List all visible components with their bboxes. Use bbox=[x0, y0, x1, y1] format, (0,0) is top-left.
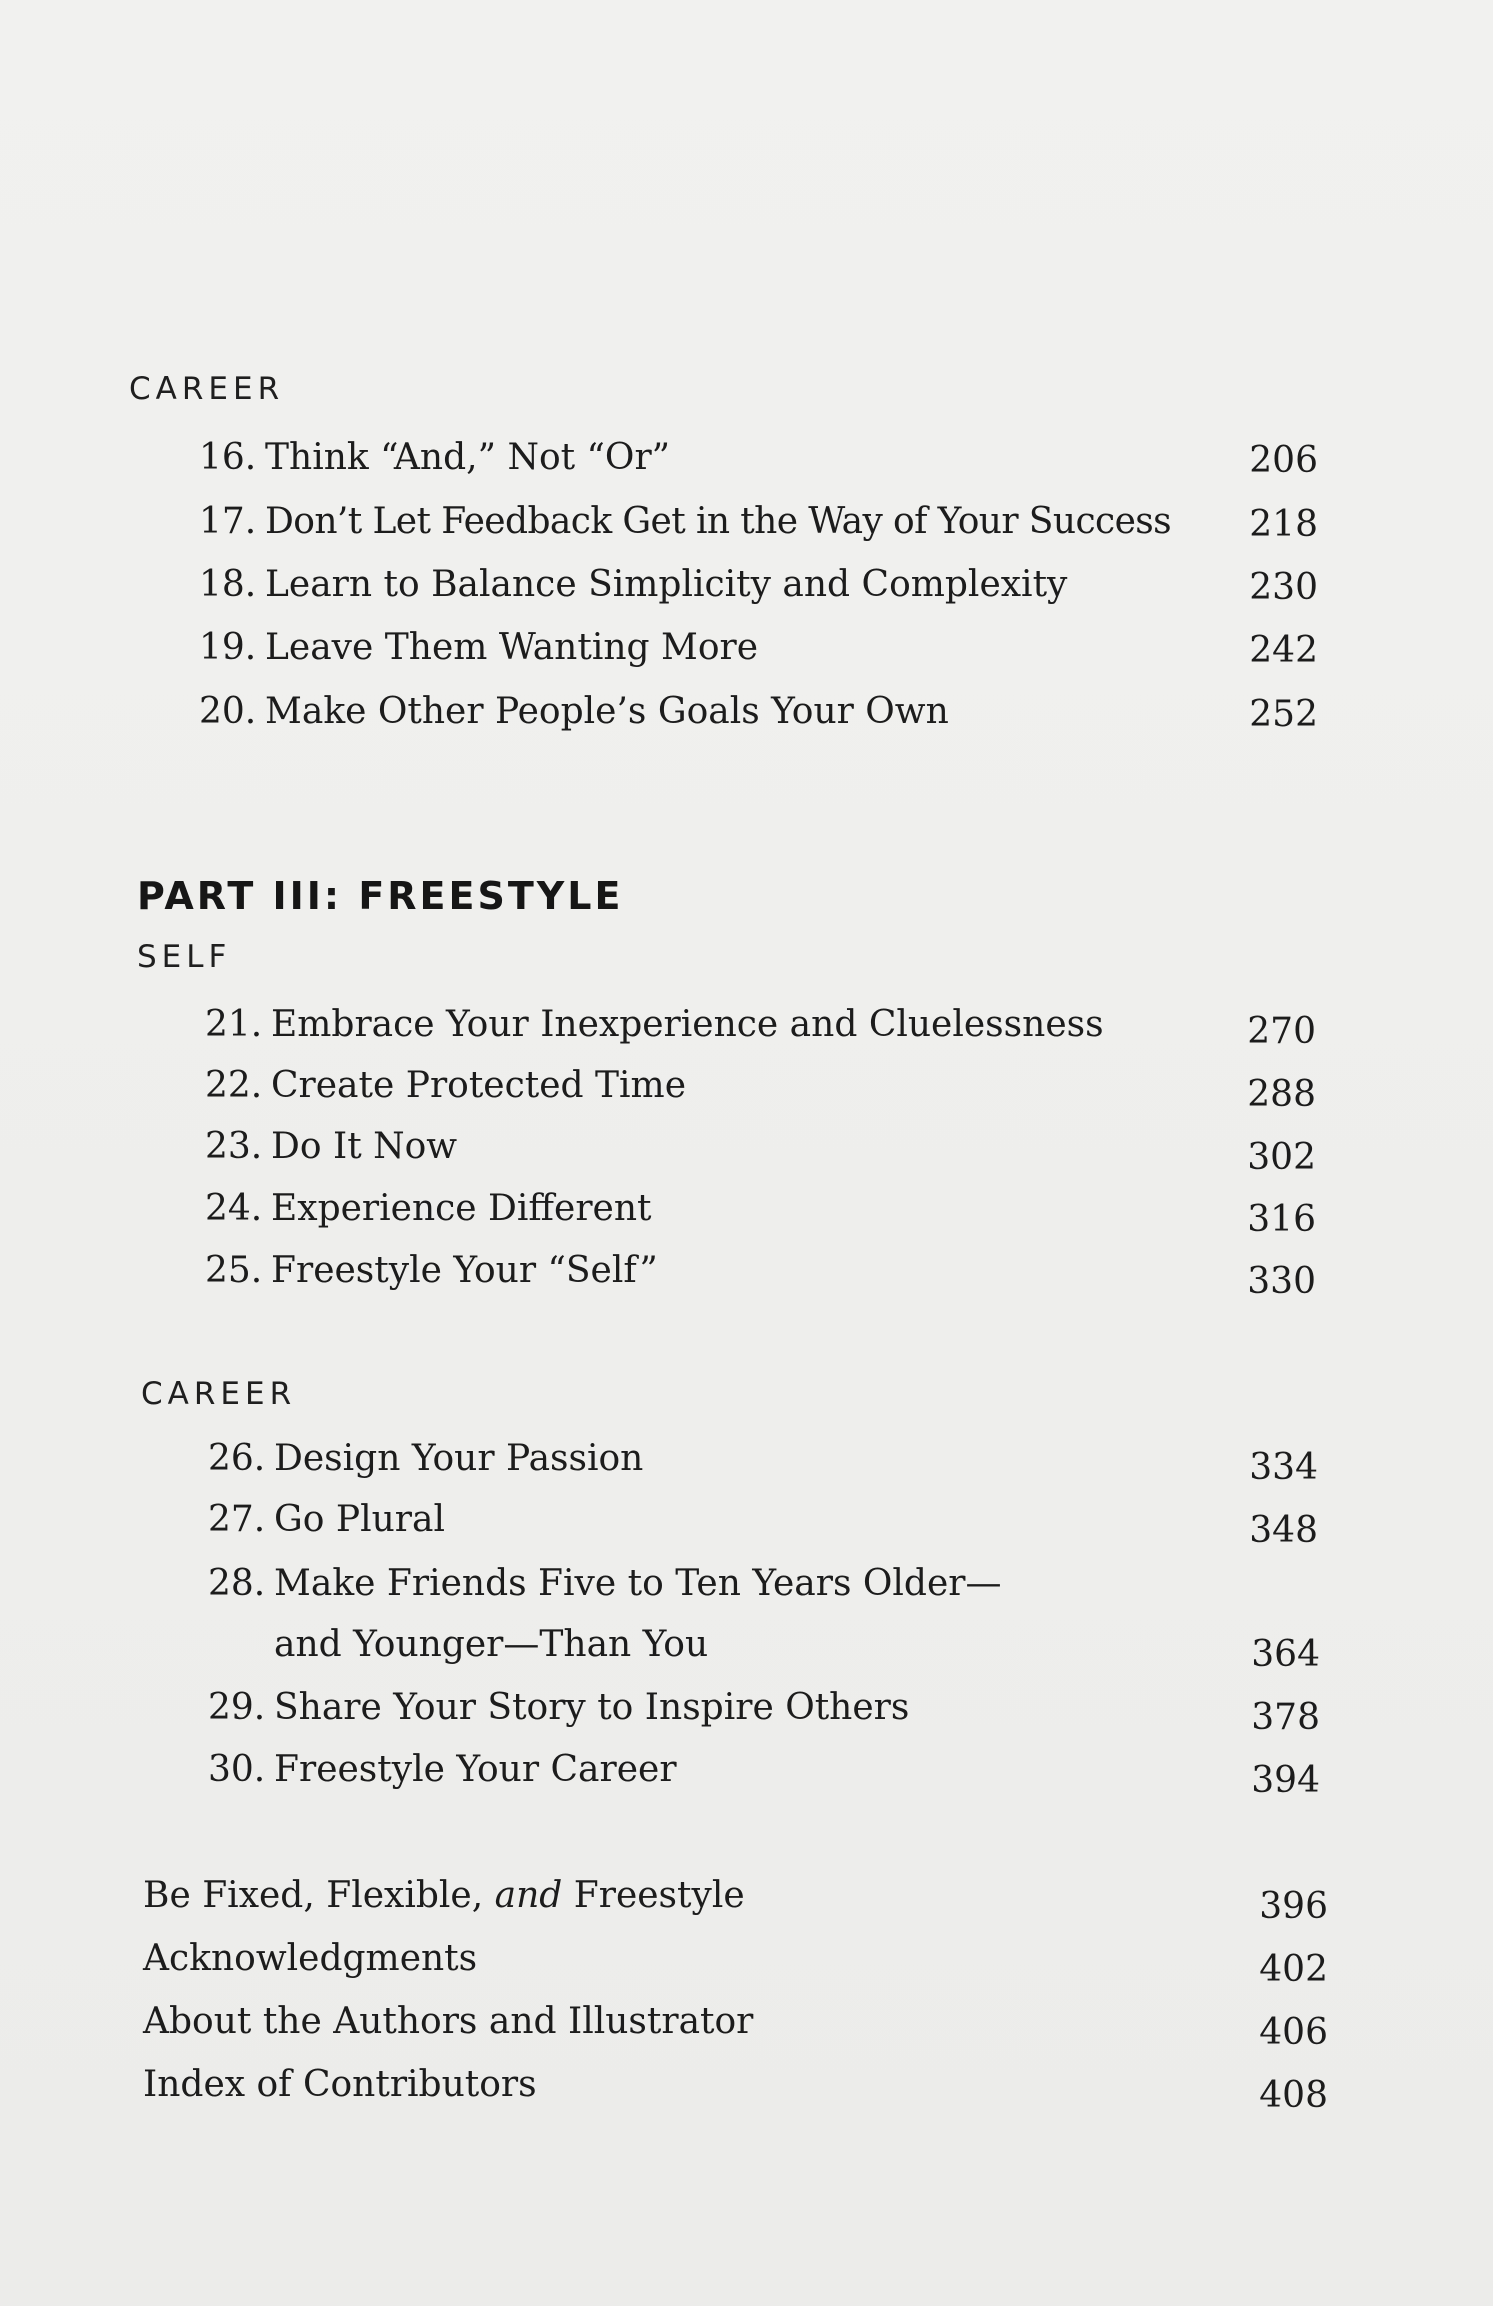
entry-number: 27. bbox=[208, 1499, 266, 1540]
toc-entry-30[interactable] bbox=[208, 1749, 677, 1790]
entry-page-number: 230 bbox=[1249, 567, 1318, 608]
section-label-self: SELF bbox=[137, 939, 232, 975]
toc-entry-24[interactable] bbox=[205, 1188, 652, 1229]
entry-title: Create Protected Time bbox=[271, 1065, 687, 1106]
toc-entry-fixed-flexible-freestyle[interactable] bbox=[143, 1875, 745, 1916]
entry-number: 16. bbox=[199, 437, 257, 478]
entry-number: 26. bbox=[208, 1438, 266, 1479]
entry-title: Think “And,” Not “Or” bbox=[265, 437, 671, 478]
toc-entry-29[interactable] bbox=[208, 1687, 910, 1728]
entry-page-number: 408 bbox=[1259, 2075, 1328, 2116]
part-heading: PART III: FREESTYLE bbox=[137, 874, 624, 918]
toc-entry-27[interactable] bbox=[208, 1499, 445, 1540]
toc-entry-17[interactable] bbox=[199, 501, 1172, 542]
entry-title-emphasis: and bbox=[494, 1875, 563, 1916]
entry-title: Experience Different bbox=[271, 1188, 652, 1229]
entry-page-number: 288 bbox=[1247, 1074, 1316, 1115]
entry-title: Freestyle Your “Self” bbox=[271, 1250, 658, 1291]
entry-title: Do It Now bbox=[271, 1126, 458, 1167]
entry-title: About the Authors and Illustrator bbox=[143, 2001, 754, 2042]
toc-entry-index-contributors[interactable] bbox=[143, 2064, 537, 2105]
entry-page-number: 242 bbox=[1249, 630, 1318, 671]
entry-page-number: 378 bbox=[1251, 1697, 1320, 1738]
entry-title-part: Freestyle bbox=[562, 1875, 745, 1916]
entry-page-number: 364 bbox=[1251, 1634, 1320, 1675]
entry-page-number: 348 bbox=[1249, 1510, 1318, 1551]
entry-number: 25. bbox=[205, 1250, 263, 1291]
entry-page-number: 394 bbox=[1251, 1760, 1320, 1801]
entry-title: Go Plural bbox=[274, 1499, 445, 1540]
entry-title: Index of Contributors bbox=[143, 2064, 537, 2105]
toc-entry-21[interactable] bbox=[205, 1004, 1104, 1045]
entry-page-number: 406 bbox=[1259, 2012, 1328, 2053]
entry-title: Don’t Let Feedback Get in the Way of Your Success bbox=[265, 501, 1172, 542]
entry-number: 22. bbox=[205, 1065, 263, 1106]
entry-title: Design Your Passion bbox=[274, 1438, 644, 1479]
entry-title: Leave Them Wanting More bbox=[265, 627, 759, 668]
entry-title: Make Friends Five to Ten Years Older— bbox=[274, 1563, 1002, 1604]
toc-entry-about-authors[interactable] bbox=[143, 2001, 754, 2042]
toc-entry-28-continued bbox=[274, 1624, 709, 1665]
entry-page-number: 334 bbox=[1249, 1447, 1318, 1488]
entry-page-number: 252 bbox=[1249, 694, 1318, 735]
entry-page-number: 270 bbox=[1247, 1011, 1316, 1052]
toc-entry-28[interactable] bbox=[208, 1563, 1002, 1604]
section-label-career: CAREER bbox=[129, 371, 285, 407]
toc-entry-22[interactable] bbox=[205, 1065, 687, 1106]
toc-entry-acknowledgments[interactable] bbox=[143, 1938, 478, 1979]
entry-title: Embrace Your Inexperience and Cluelessness bbox=[271, 1004, 1104, 1045]
entry-number: 19. bbox=[199, 627, 257, 668]
toc-entry-19[interactable] bbox=[199, 627, 759, 668]
entry-number: 18. bbox=[199, 564, 257, 605]
section-label-career: CAREER bbox=[141, 1376, 297, 1412]
toc-entry-18[interactable] bbox=[199, 564, 1068, 605]
entry-title: Make Other People’s Goals Your Own bbox=[265, 691, 949, 732]
toc-entry-23[interactable] bbox=[205, 1126, 458, 1167]
entry-number: 30. bbox=[208, 1749, 266, 1790]
toc-entry-20[interactable] bbox=[199, 691, 949, 732]
entry-title-part: Be Fixed, Flexible, bbox=[143, 1875, 495, 1916]
entry-title: Share Your Story to Inspire Others bbox=[274, 1687, 910, 1728]
toc-entry-16[interactable] bbox=[199, 437, 671, 478]
entry-page-number: 206 bbox=[1249, 440, 1318, 481]
entry-page-number: 302 bbox=[1247, 1137, 1316, 1178]
entry-title: Acknowledgments bbox=[143, 1938, 478, 1979]
entry-number: 29. bbox=[208, 1687, 266, 1728]
entry-page-number: 402 bbox=[1259, 1949, 1328, 1990]
entry-page-number: 218 bbox=[1249, 504, 1318, 545]
entry-number: 24. bbox=[205, 1188, 263, 1229]
entry-title: Freestyle Your Career bbox=[274, 1749, 677, 1790]
entry-number: 23. bbox=[205, 1126, 263, 1167]
toc-entry-26[interactable] bbox=[208, 1438, 644, 1479]
entry-number: 20. bbox=[199, 691, 257, 732]
toc-entry-25[interactable] bbox=[205, 1250, 658, 1291]
entry-page-number: 396 bbox=[1259, 1886, 1328, 1927]
entry-number: 21. bbox=[205, 1004, 263, 1045]
entry-number: 28. bbox=[208, 1563, 266, 1604]
entry-page-number: 316 bbox=[1247, 1199, 1316, 1240]
entry-number: 17. bbox=[199, 501, 257, 542]
entry-title: Learn to Balance Simplicity and Complexity bbox=[265, 564, 1068, 605]
entry-page-number: 330 bbox=[1247, 1261, 1316, 1302]
entry-title-line2: and Younger—Than You bbox=[274, 1624, 709, 1665]
